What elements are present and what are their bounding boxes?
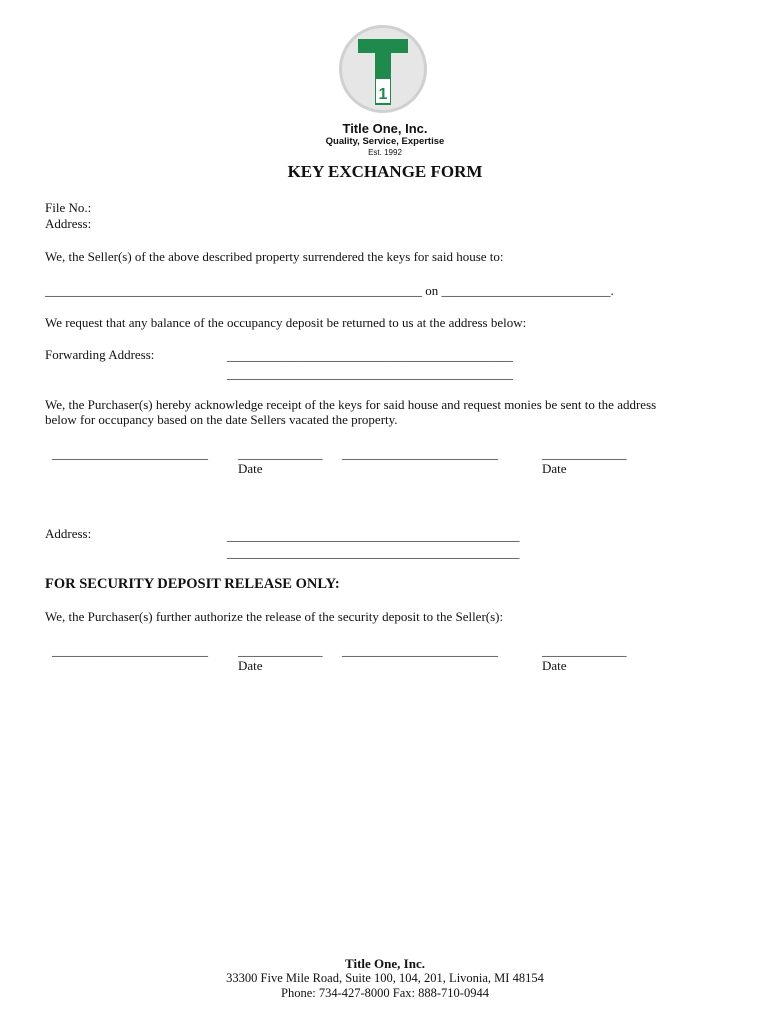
date-label-2: Date <box>542 461 567 476</box>
logo-tagline: Quality, Service, Expertise <box>325 136 445 147</box>
purchaser-address-line-1: _____________________________________________ <box>227 528 520 543</box>
purchaser-date-line-1: _____________ <box>238 446 323 461</box>
purchaser-signature-line-2: ________________________ <box>342 446 498 461</box>
footer-company: Title One, Inc. <box>345 956 425 971</box>
forwarding-address-line-2: ____________________________________________ <box>227 366 513 381</box>
surrender-line: __________________________________________________________ on __________________________. <box>45 283 614 298</box>
release-date-line-2: _____________ <box>542 643 627 658</box>
date-label-3: Date <box>238 658 263 673</box>
purchaser-address-line-2: _____________________________________________ <box>227 545 520 560</box>
footer-address: 33300 Five Mile Road, Suite 100, 104, 201, Livonia, MI 48154 <box>226 971 544 985</box>
title-one-logo-icon <box>339 25 427 113</box>
date-label-4: Date <box>542 658 567 673</box>
purchaser-ack-line-2: below for occupancy based on the date Sellers vacated the property. <box>45 412 398 427</box>
release-date-line-1: _____________ <box>238 643 323 658</box>
footer-contact: Phone: 734-427-8000 Fax: 888-710-0944 <box>281 986 489 1000</box>
security-deposit-heading: FOR SECURITY DEPOSIT RELEASE ONLY: <box>45 576 340 592</box>
logo-established: Est. 1992 <box>368 148 402 157</box>
release-signature-line-1: ________________________ <box>52 643 208 658</box>
address-label: Address: <box>45 216 92 231</box>
balance-request: We request that any balance of the occupancy deposit be returned to us at the address below: <box>45 315 527 330</box>
purchaser-address-label: Address: <box>45 526 92 541</box>
purchaser-date-line-2: _____________ <box>542 446 627 461</box>
logo-company-name: Title One, Inc. <box>342 121 428 136</box>
file-no-label: File No.: <box>45 200 92 215</box>
forwarding-address-label: Forwarding Address: <box>45 347 155 362</box>
form-title: KEY EXCHANGE FORM <box>287 162 483 181</box>
svg-text:1: 1 <box>378 86 388 103</box>
purchaser-signature-line-1: ________________________ <box>52 446 208 461</box>
release-signature-line-2: ________________________ <box>342 643 498 658</box>
forwarding-address-line-1: ____________________________________________ <box>227 348 513 363</box>
date-label-1: Date <box>238 461 263 476</box>
security-deposit-statement: We, the Purchaser(s) further authorize the release of the security deposit to the Seller(s): <box>45 609 504 624</box>
seller-statement: We, the Seller(s) of the above described property surrendered the keys for said house to: <box>45 249 504 264</box>
purchaser-ack-line-1: We, the Purchaser(s) hereby acknowledge receipt of the keys for said house and request monies be sent to the address <box>45 397 657 412</box>
